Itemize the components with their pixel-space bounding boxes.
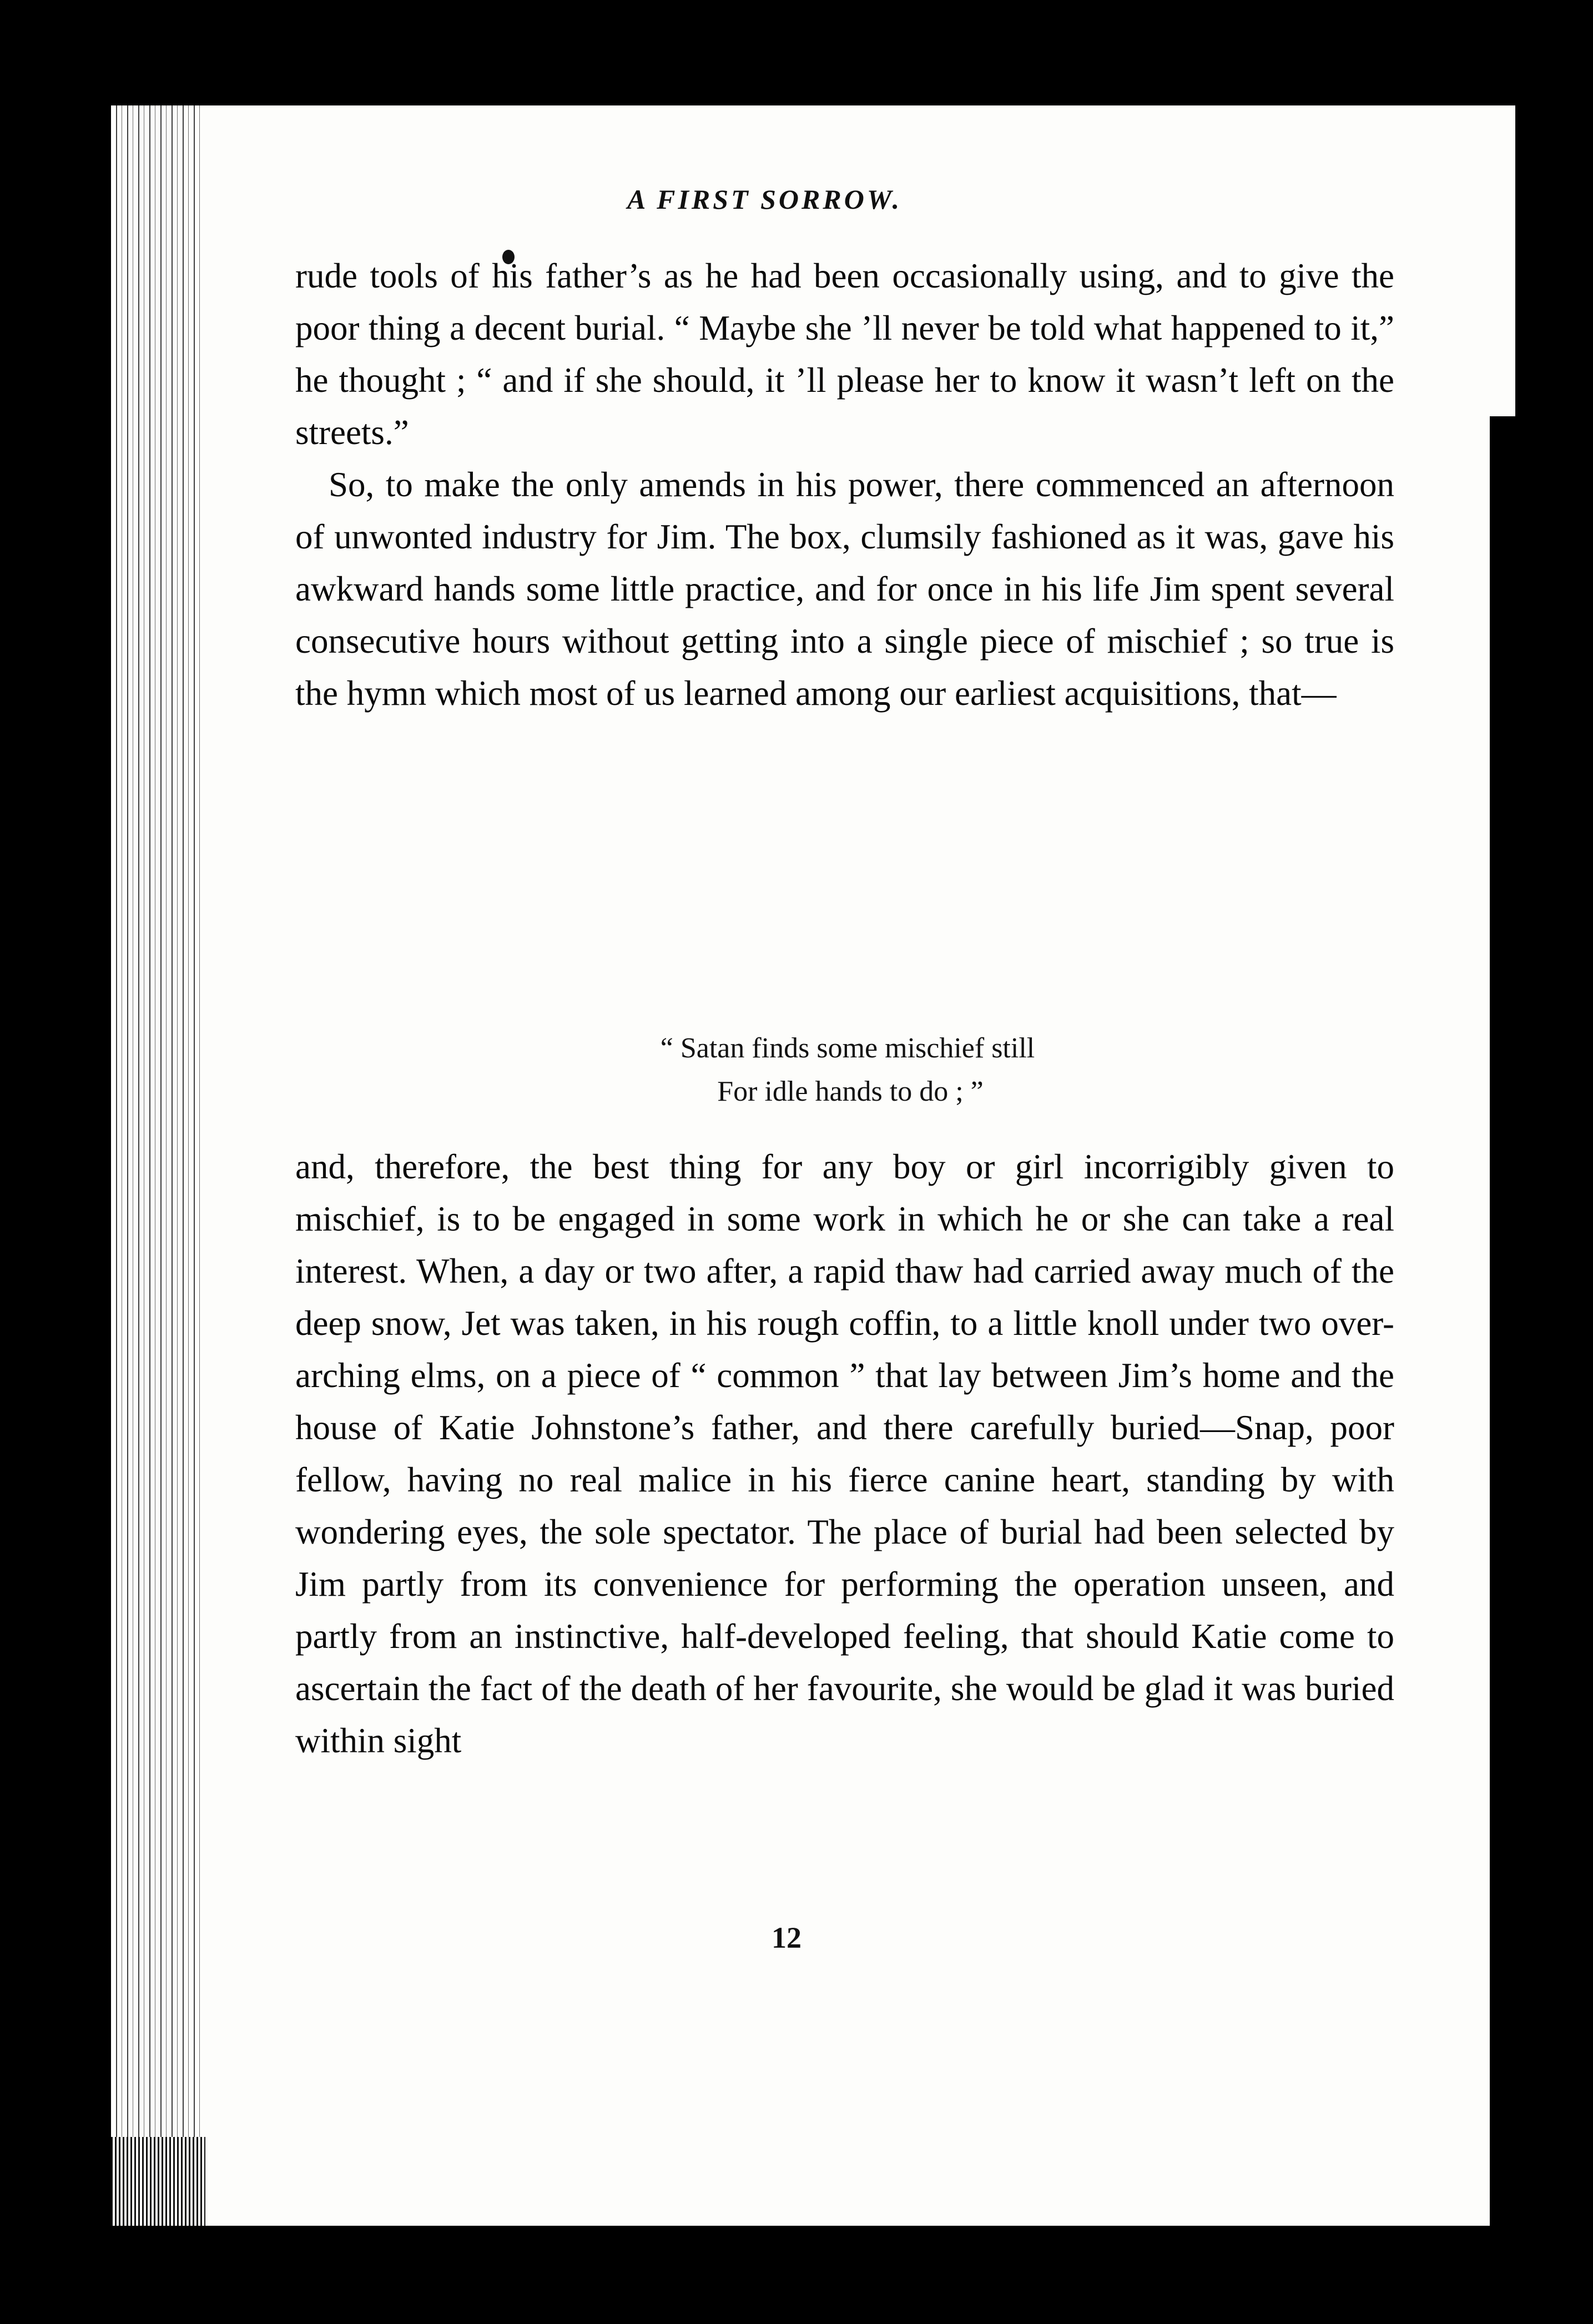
paragraph-amends: So, to make the only amends in his power, there commenced an afternoon of unwonted industry for Jim. The box, clumsily fashioned as it was, gave his awkward hands some little practice, and for once in his life Jim spent several consecutive hours without getting into a single piece of mischief ; so true is the hymn which most of us learned among our earliest acquisitions, that— bbox=[295, 465, 1394, 713]
paragraph-continuation: rude tools of his father’s as he had been occasionally using, and to give the poor thing a decent burial. “ Maybe she ’ll never be told what happened to it,” he thought ; “ and if she should, it ’ll please her to know it wasn’t left on the streets.” bbox=[295, 256, 1394, 452]
text-block-top bbox=[295, 250, 1394, 719]
page-gutter bbox=[111, 105, 200, 2226]
page-number: 12 bbox=[772, 1921, 801, 1954]
page-edge-shadow bbox=[1490, 416, 1515, 2226]
hymn-quotation bbox=[295, 1027, 1394, 1113]
verse-line-2: For idle hands to do ; ” bbox=[717, 1076, 984, 1107]
paragraph-burial: and, therefore, the best thing for any boy or girl incorrigibly given to mischief, is to be engaged in some work in which he or she can take a real interest. When, a day or two after, a rapid thaw had carried away much of the deep snow, Jet was taken, in his rough coffin, to a little knoll under two over-arching elms, on a piece of “ common ” that lay between Jim’s home and the house of Katie Johnstone’s father, and there carefully buried—Snap, poor fellow, having no real malice in his fierce canine heart, standing by with wondering eyes, the sole spectator. The place of burial had been selected by Jim partly from its convenience for performing the operation unseen, and partly from an instinctive, half-developed feeling, that should Katie come to ascertain the fact of the death of her favourite, she would be glad it was buried within sight bbox=[295, 1147, 1394, 1760]
running-title: A FIRST SORROW. bbox=[627, 184, 903, 215]
gutter-edge bbox=[111, 2137, 205, 2226]
verse-line-1: “ Satan finds some mischief still bbox=[660, 1032, 1035, 1064]
